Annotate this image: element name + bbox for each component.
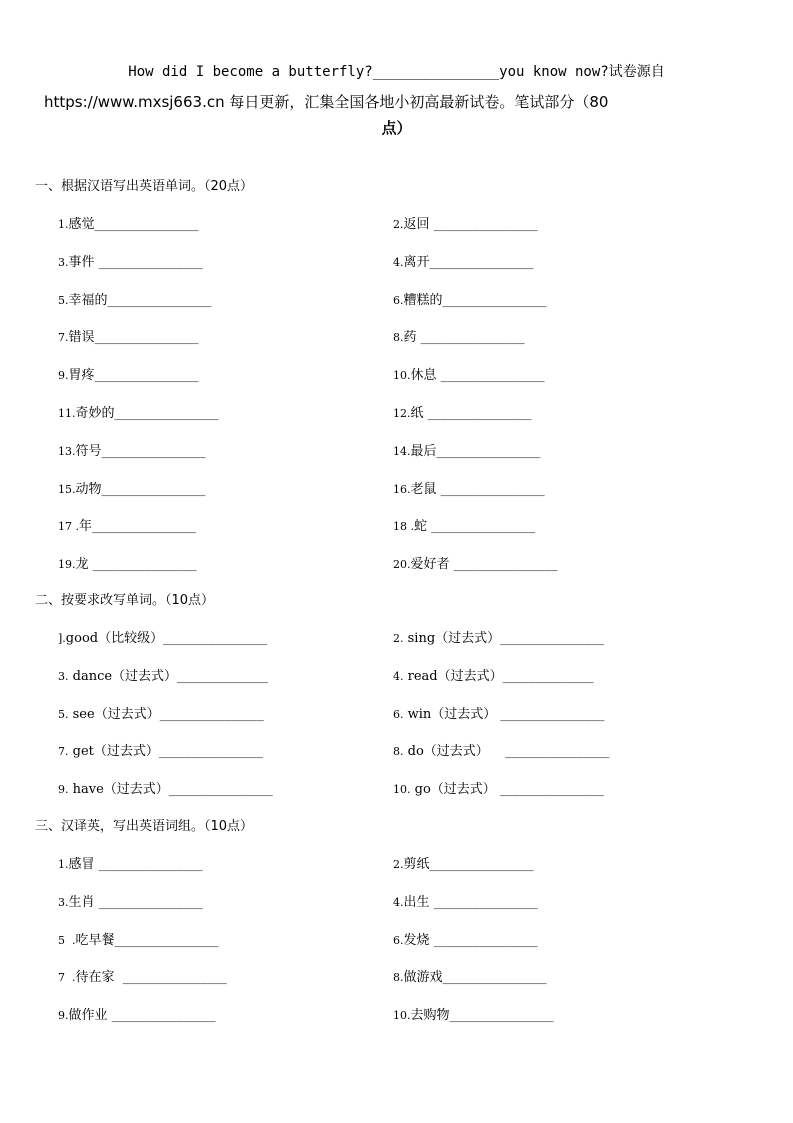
question-text[interactable]: have（过去式）________________ <box>68 782 273 798</box>
question-item <box>58 213 199 232</box>
question-item <box>393 665 594 684</box>
question-number: 20. <box>393 558 411 572</box>
question-text[interactable]: 纸 ________________ <box>410 406 532 421</box>
question-number: 1. <box>58 858 69 871</box>
question-item <box>393 853 534 872</box>
question-item <box>393 778 604 797</box>
question-number: 1. <box>58 218 69 231</box>
question-number: 10. <box>393 369 411 383</box>
question-number: 6. <box>393 707 404 721</box>
question-item <box>58 778 273 797</box>
question-number: 19. <box>58 558 76 572</box>
section-title: 三、汉译英，写出英语词组。（10点） <box>35 819 254 834</box>
question-item <box>58 326 199 345</box>
question-number: 13. <box>58 444 76 458</box>
question-text[interactable]: 离开________________ <box>403 254 534 270</box>
question-text[interactable]: good（比较级）________________ <box>65 631 268 646</box>
question-item <box>393 966 547 985</box>
question-number: 3. <box>58 669 69 683</box>
question-text[interactable]: 奇妙的________________ <box>75 406 219 421</box>
question-item <box>393 929 538 948</box>
question-number: 2. <box>393 632 404 645</box>
question-item <box>393 553 558 572</box>
question-number: 4. <box>393 669 404 683</box>
question-number: 4. <box>393 255 404 269</box>
question-item <box>58 289 212 308</box>
question-item <box>393 740 609 759</box>
question-number: 9. <box>58 369 69 383</box>
question-text[interactable]: 糟糕的________________ <box>403 292 547 308</box>
question-item <box>58 703 264 722</box>
question-text[interactable]: win（过去式） ________________ <box>403 706 605 722</box>
question-text[interactable]: read（过去式）______________ <box>403 668 594 684</box>
question-number: 15. <box>58 482 76 496</box>
question-number: 7 . <box>58 971 76 985</box>
question-number: 17 . <box>58 520 79 534</box>
question-text[interactable]: do（过去式） ________________ <box>403 744 610 760</box>
question-text[interactable]: 去购物________________ <box>410 1008 554 1024</box>
question-item <box>58 440 206 459</box>
question-item <box>393 364 545 383</box>
question-number: 5. <box>58 293 69 307</box>
question-number: 14. <box>393 444 411 458</box>
question-number: 3. <box>58 895 69 909</box>
question-number: 7. <box>58 331 69 345</box>
question-number: 6. <box>393 933 404 947</box>
question-text[interactable]: 最后________________ <box>410 443 541 459</box>
question-item <box>58 1004 216 1023</box>
question-text[interactable]: 符号________________ <box>75 443 206 459</box>
question-text[interactable]: 老鼠 ________________ <box>410 481 545 497</box>
question-item <box>58 251 203 270</box>
question-text[interactable]: 感冒 ________________ <box>68 857 203 872</box>
question-text[interactable]: 幸福的________________ <box>68 292 212 308</box>
question-number: 2. <box>393 218 404 231</box>
question-number: 10. <box>393 783 411 797</box>
question-item <box>393 289 547 308</box>
question-text[interactable]: 事件 ________________ <box>68 254 203 270</box>
question-text[interactable]: sing（过去式）________________ <box>403 631 605 646</box>
question-text[interactable]: 爱好者 ________________ <box>410 557 558 573</box>
question-text[interactable]: 龙 ________________ <box>75 557 197 573</box>
question-item <box>58 478 206 497</box>
question-item <box>58 891 203 910</box>
header-line-1: How did I become a butterfly?_______________you know now?试卷源自 <box>128 64 665 80</box>
question-number: 9. <box>58 1009 69 1023</box>
question-text[interactable]: 发烧 ________________ <box>403 932 538 948</box>
question-item <box>58 740 263 759</box>
question-text[interactable]: 剪纸________________ <box>403 857 534 872</box>
question-item <box>58 665 268 684</box>
question-number: 2. <box>393 858 404 871</box>
question-number: 12. <box>393 407 411 420</box>
question-item <box>58 627 267 646</box>
question-text[interactable]: 出生 ________________ <box>403 894 538 910</box>
question-text[interactable]: 做游戏________________ <box>403 970 547 986</box>
question-item <box>393 251 534 270</box>
question-number: 6. <box>393 293 404 307</box>
question-text[interactable]: dance（过去式）______________ <box>68 668 269 684</box>
question-item <box>58 929 219 948</box>
question-item <box>393 440 541 459</box>
question-text[interactable]: 年________________ <box>79 519 197 535</box>
question-item <box>393 1004 554 1023</box>
question-item <box>58 515 196 534</box>
question-text[interactable]: 胃疼________________ <box>68 368 199 384</box>
question-number: 16. <box>393 482 411 496</box>
question-item <box>393 703 604 722</box>
question-text[interactable]: get（过去式）________________ <box>68 744 263 760</box>
question-number: 10. <box>393 1009 411 1023</box>
question-text[interactable]: 感觉________________ <box>68 217 199 232</box>
question-number: 8. <box>393 745 404 759</box>
header-line-3: 点） <box>381 119 412 137</box>
question-number: 3. <box>58 255 69 269</box>
question-item <box>58 402 219 421</box>
question-text[interactable]: 吃早餐________________ <box>75 932 219 948</box>
question-item <box>393 478 545 497</box>
question-item <box>393 627 604 646</box>
question-number: 5 . <box>58 933 76 947</box>
question-item <box>393 891 538 910</box>
question-number: 4. <box>393 895 404 909</box>
question-text[interactable]: 药 ________________ <box>403 330 525 346</box>
question-text[interactable]: 错误________________ <box>68 330 199 346</box>
section-title: 一、根据汉语写出英语单词。（20点） <box>35 179 254 194</box>
question-text[interactable]: 休息 ________________ <box>410 368 545 384</box>
question-number: 5. <box>58 707 69 721</box>
question-text[interactable]: 待在家 ________________ <box>75 970 227 986</box>
question-number: ]. <box>58 632 66 645</box>
question-text[interactable]: go（过去式） ________________ <box>410 782 604 798</box>
question-item <box>393 515 535 534</box>
question-item <box>58 966 227 985</box>
question-item <box>393 326 525 345</box>
question-text[interactable]: 动物________________ <box>75 481 206 497</box>
question-number: 8. <box>393 331 404 345</box>
question-text[interactable]: see（过去式）________________ <box>68 706 264 722</box>
question-number: 11. <box>58 407 76 420</box>
question-text[interactable]: 做作业 ________________ <box>68 1008 216 1024</box>
question-number: 9. <box>58 783 69 797</box>
question-item <box>393 402 532 421</box>
question-number: 7. <box>58 745 69 759</box>
section-title: 二、按要求改写单词。（10点） <box>35 593 215 608</box>
question-item <box>393 213 538 232</box>
question-number: 18 . <box>393 520 414 534</box>
header-line-2: https://www.mxsj663.cn 每日更新，汇集全国各地小初高最新试卷。笔试部分（80 <box>44 93 609 111</box>
question-number: 8. <box>393 971 404 985</box>
question-item <box>58 853 203 872</box>
question-text[interactable]: 返回 ________________ <box>403 217 538 232</box>
question-text[interactable]: 生肖 ________________ <box>68 894 203 910</box>
question-item <box>58 364 199 383</box>
question-text[interactable]: 蛇 ________________ <box>414 519 536 535</box>
question-item <box>58 553 197 572</box>
